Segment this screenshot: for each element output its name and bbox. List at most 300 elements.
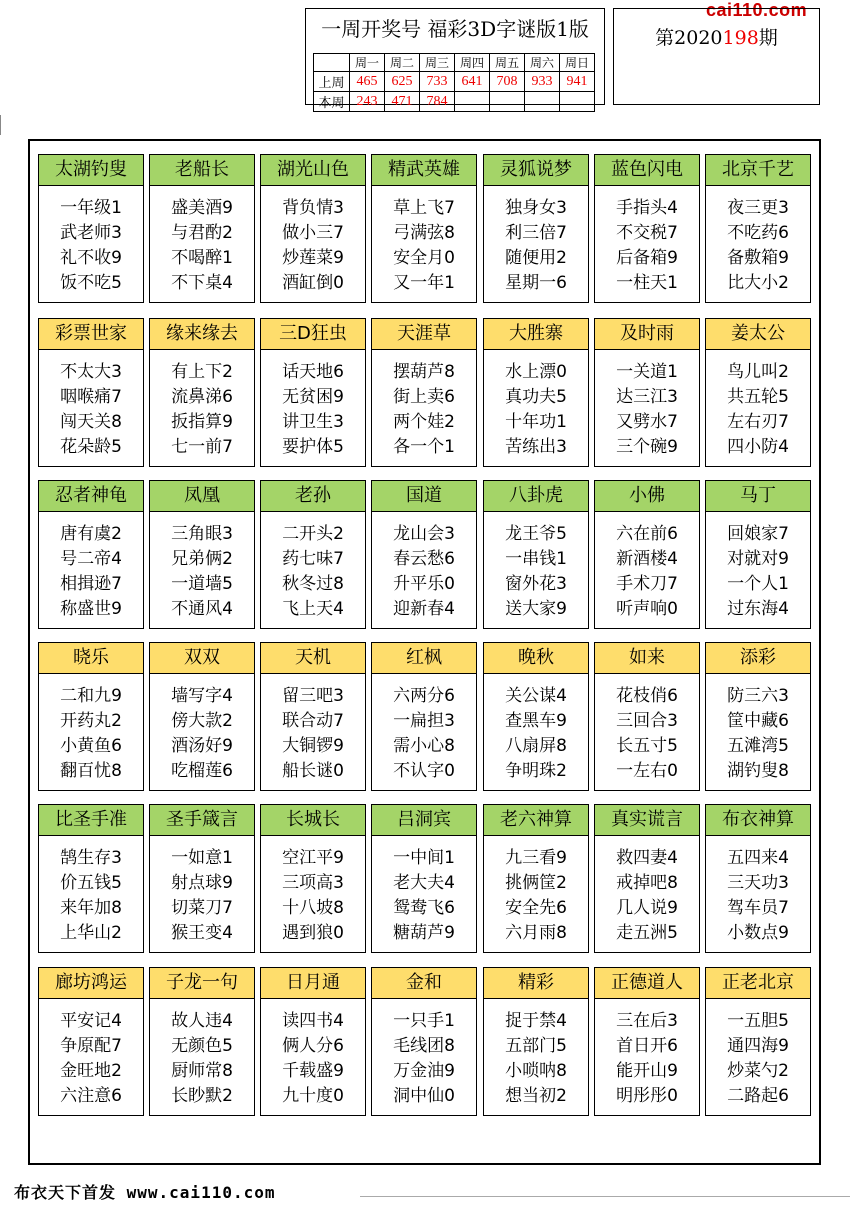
card-lines	[706, 350, 810, 460]
riddle-line: 九三看9	[505, 848, 567, 868]
riddle-card	[705, 642, 811, 791]
card-lines	[595, 999, 699, 1109]
riddle-line: 不通风4	[171, 599, 233, 619]
riddle-line: 故人违4	[171, 1011, 233, 1031]
riddle-line: 升平乐0	[393, 574, 455, 594]
draw-number: 641	[455, 72, 490, 92]
card-lines	[150, 512, 254, 622]
riddle-line: 争原配7	[60, 1036, 122, 1056]
riddle-line: 相揖逊7	[60, 574, 122, 594]
riddle-line: 背负情3	[282, 198, 344, 218]
riddle-line: 翻百忧8	[60, 761, 122, 781]
card-title: 精彩	[484, 968, 588, 999]
riddle-line: 一柱天1	[616, 273, 678, 293]
riddle-card	[594, 318, 700, 467]
riddle-line: 争明珠2	[505, 761, 567, 781]
riddle-line: 一关道1	[616, 362, 678, 382]
riddle-card	[149, 967, 255, 1116]
riddle-line: 九十度0	[282, 1086, 344, 1106]
weekly-draw-table	[313, 53, 595, 112]
card-title: 缘来缘去	[150, 319, 254, 350]
riddle-card	[371, 480, 477, 629]
puzzle-grid	[28, 139, 821, 1165]
card-lines	[261, 350, 365, 460]
riddle-card	[260, 804, 366, 953]
riddle-line: 与君酌2	[171, 223, 233, 243]
card-lines	[39, 186, 143, 296]
card-title: 正老北京	[706, 968, 810, 999]
riddle-line: 酒缸倒0	[282, 273, 344, 293]
riddle-card	[594, 480, 700, 629]
riddle-line: 厨师常8	[171, 1061, 233, 1081]
riddle-line: 流鼻涕6	[171, 387, 233, 407]
riddle-line: 不喝醉1	[171, 248, 233, 268]
riddle-line: 射点球9	[171, 873, 233, 893]
riddle-line: 驾车员7	[727, 898, 789, 918]
riddle-card	[371, 642, 477, 791]
riddle-line: 六注意6	[60, 1086, 122, 1106]
card-title: 老船长	[150, 155, 254, 186]
riddle-card	[594, 967, 700, 1116]
weekly-draw-panel	[305, 8, 605, 110]
riddle-line: 龙山会3	[393, 524, 455, 544]
riddle-line: 迎新春4	[393, 599, 455, 619]
card-title: 忍者神龟	[39, 481, 143, 512]
card-title: 蓝色闪电	[595, 155, 699, 186]
riddle-line: 水上漂0	[505, 362, 567, 382]
riddle-card	[38, 804, 144, 953]
riddle-line: 过东海4	[727, 599, 789, 619]
riddle-line: 首日开6	[616, 1036, 678, 1056]
riddle-line: 左右刃7	[727, 412, 789, 432]
card-lines	[484, 674, 588, 784]
riddle-line: 鹄生存3	[60, 848, 122, 868]
riddle-line: 读四书4	[282, 1011, 344, 1031]
card-lines	[484, 999, 588, 1109]
riddle-card	[483, 967, 589, 1116]
riddle-line: 各一个1	[393, 437, 455, 457]
draw-number	[525, 92, 560, 112]
riddle-line: 五部门5	[505, 1036, 567, 1056]
riddle-line: 三在后3	[616, 1011, 678, 1031]
riddle-line: 猴王变4	[171, 923, 233, 943]
riddle-line: 利三倍7	[505, 223, 567, 243]
riddle-card	[260, 967, 366, 1116]
riddle-card	[705, 480, 811, 629]
riddle-line: 留三吧3	[282, 686, 344, 706]
riddle-line: 遇到狼0	[282, 923, 344, 943]
riddle-line: 礼不收9	[60, 248, 122, 268]
riddle-line: 三回合3	[616, 711, 678, 731]
riddle-line: 来年加8	[60, 898, 122, 918]
card-lines	[150, 999, 254, 1109]
riddle-line: 价五钱5	[60, 873, 122, 893]
draw-number: 933	[525, 72, 560, 92]
riddle-line: 龙王爷5	[505, 524, 567, 544]
riddle-line: 湖钓叟8	[727, 761, 789, 781]
card-lines	[261, 999, 365, 1109]
riddle-line: 三天功3	[727, 873, 789, 893]
riddle-card	[149, 154, 255, 303]
card-title: 老孙	[261, 481, 365, 512]
card-title: 马丁	[706, 481, 810, 512]
riddle-line: 手指头4	[616, 198, 678, 218]
riddle-line: 炒菜勺2	[727, 1061, 789, 1081]
card-lines	[261, 674, 365, 784]
riddle-line: 做小三7	[282, 223, 344, 243]
card-title: 三D狂虫	[261, 319, 365, 350]
riddle-line: 捉于禁4	[505, 1011, 567, 1031]
riddle-line: 话天地6	[282, 362, 344, 382]
card-lines	[484, 350, 588, 460]
riddle-card	[483, 480, 589, 629]
card-lines	[261, 186, 365, 296]
riddle-line: 二和九9	[60, 686, 122, 706]
riddle-line: 独身女3	[505, 198, 567, 218]
card-title: 廊坊鸿运	[39, 968, 143, 999]
card-title: 小佛	[595, 481, 699, 512]
draw-number	[455, 92, 490, 112]
card-title: 天涯草	[372, 319, 476, 350]
riddle-line: 开药丸2	[60, 711, 122, 731]
riddle-line: 通四海9	[727, 1036, 789, 1056]
day-header: 周六	[525, 54, 560, 72]
card-lines	[372, 674, 476, 784]
riddle-card	[149, 480, 255, 629]
side-divider	[0, 115, 4, 135]
draw-number	[560, 92, 595, 112]
riddle-line: 一左右0	[616, 761, 678, 781]
card-lines	[706, 999, 810, 1109]
riddle-card	[705, 967, 811, 1116]
riddle-card	[371, 804, 477, 953]
card-title: 真实谎言	[595, 805, 699, 836]
card-title: 国道	[372, 481, 476, 512]
riddle-line: 不认字0	[393, 761, 455, 781]
issue-number: 第2020198期	[655, 27, 778, 49]
riddle-line: 五四来4	[727, 848, 789, 868]
card-lines	[372, 350, 476, 460]
riddle-line: 傍大款2	[171, 711, 233, 731]
card-title: 日月通	[261, 968, 365, 999]
draw-number: 243	[350, 92, 385, 112]
card-lines	[706, 674, 810, 784]
riddle-line: 春云愁6	[393, 549, 455, 569]
riddle-line: 联合动7	[282, 711, 344, 731]
riddle-card	[371, 967, 477, 1116]
card-lines	[372, 186, 476, 296]
riddle-line: 街上卖6	[393, 387, 455, 407]
riddle-card	[483, 642, 589, 791]
row-label: 本周	[314, 92, 350, 112]
riddle-line: 需小心8	[393, 736, 455, 756]
card-lines	[150, 674, 254, 784]
riddle-card	[483, 318, 589, 467]
card-title: 大胜寨	[484, 319, 588, 350]
riddle-line: 查黑车9	[505, 711, 567, 731]
riddle-line: 盛美酒9	[171, 198, 233, 218]
card-title: 凤凰	[150, 481, 254, 512]
card-lines	[484, 512, 588, 622]
card-lines	[39, 999, 143, 1109]
riddle-line: 又一年1	[393, 273, 455, 293]
draw-number: 471	[385, 92, 420, 112]
riddle-card	[38, 154, 144, 303]
riddle-card	[594, 642, 700, 791]
draw-number: 941	[560, 72, 595, 92]
riddle-line: 回娘家7	[727, 524, 789, 544]
riddle-line: 几人说9	[616, 898, 678, 918]
riddle-line: 平安记4	[60, 1011, 122, 1031]
riddle-line: 吃榴莲6	[171, 761, 233, 781]
riddle-line: 切菜刀7	[171, 898, 233, 918]
riddle-line: 武老师3	[60, 223, 122, 243]
riddle-line: 唐有虞2	[60, 524, 122, 544]
riddle-line: 鸟儿叫2	[727, 362, 789, 382]
draw-number: 733	[420, 72, 455, 92]
riddle-line: 糖葫芦9	[393, 923, 455, 943]
riddle-line: 万金油9	[393, 1061, 455, 1081]
riddle-card	[705, 318, 811, 467]
riddle-line: 扳指算9	[171, 412, 233, 432]
card-lines	[706, 186, 810, 296]
riddle-card	[371, 318, 477, 467]
riddle-line: 安全先6	[505, 898, 567, 918]
riddle-line: 不交税7	[616, 223, 678, 243]
riddle-line: 一五胆5	[727, 1011, 789, 1031]
card-title: 比圣手准	[39, 805, 143, 836]
riddle-line: 小数点9	[727, 923, 789, 943]
riddle-line: 饭不吃5	[60, 273, 122, 293]
riddle-line: 二开头2	[282, 524, 344, 544]
card-lines	[150, 186, 254, 296]
card-lines	[39, 836, 143, 946]
riddle-card	[38, 642, 144, 791]
card-title: 精武英雄	[372, 155, 476, 186]
card-lines	[150, 350, 254, 460]
riddle-line: 听声响0	[616, 599, 678, 619]
riddle-card	[149, 804, 255, 953]
riddle-line: 讲卫生3	[282, 412, 344, 432]
card-title: 圣手箴言	[150, 805, 254, 836]
riddle-line: 炒莲菜9	[282, 248, 344, 268]
card-title: 红枫	[372, 643, 476, 674]
riddle-line: 一中间1	[393, 848, 455, 868]
riddle-line: 六在前6	[616, 524, 678, 544]
riddle-line: 金旺地2	[60, 1061, 122, 1081]
riddle-line: 不下桌4	[171, 273, 233, 293]
riddle-line: 五滩湾5	[727, 736, 789, 756]
riddle-line: 后备箱9	[616, 248, 678, 268]
riddle-line: 兄弟俩2	[171, 549, 233, 569]
card-title: 双双	[150, 643, 254, 674]
riddle-line: 达三江3	[616, 387, 678, 407]
riddle-line: 一只手1	[393, 1011, 455, 1031]
card-title: 金和	[372, 968, 476, 999]
riddle-line: 一串钱1	[505, 549, 567, 569]
riddle-line: 防三六3	[727, 686, 789, 706]
riddle-line: 苦练出3	[505, 437, 567, 457]
card-lines	[595, 350, 699, 460]
riddle-line: 空江平9	[282, 848, 344, 868]
riddle-line: 毛线团8	[393, 1036, 455, 1056]
riddle-line: 一扁担3	[393, 711, 455, 731]
card-title: 太湖钓叟	[39, 155, 143, 186]
riddle-line: 花枝俏6	[616, 686, 678, 706]
riddle-line: 手术刀7	[616, 574, 678, 594]
card-lines	[39, 350, 143, 460]
riddle-line: 安全月0	[393, 248, 455, 268]
riddle-line: 新酒楼4	[616, 549, 678, 569]
riddle-card	[483, 804, 589, 953]
riddle-line: 备敷箱9	[727, 248, 789, 268]
card-title: 长城长	[261, 805, 365, 836]
riddle-line: 一如意1	[171, 848, 233, 868]
riddle-line: 十年功1	[505, 412, 567, 432]
card-title: 八卦虎	[484, 481, 588, 512]
card-lines	[706, 836, 810, 946]
riddle-line: 四小防4	[727, 437, 789, 457]
riddle-line: 船长谜0	[282, 761, 344, 781]
riddle-line: 小唢呐8	[505, 1061, 567, 1081]
riddle-line: 三角眼3	[171, 524, 233, 544]
day-header: 周五	[490, 54, 525, 72]
card-lines	[39, 512, 143, 622]
riddle-card	[705, 154, 811, 303]
panel-title: 一周开奖号 福彩3D字谜版1版	[321, 17, 589, 41]
riddle-line: 窗外花3	[505, 574, 567, 594]
riddle-line: 星期一6	[505, 273, 567, 293]
card-lines	[595, 836, 699, 946]
riddle-line: 挑俩筐2	[505, 873, 567, 893]
footer-divider	[360, 1196, 850, 1197]
card-title: 姜太公	[706, 319, 810, 350]
riddle-line: 真功夫5	[505, 387, 567, 407]
card-title: 如来	[595, 643, 699, 674]
card-lines	[372, 512, 476, 622]
card-lines	[484, 186, 588, 296]
riddle-line: 能开山9	[616, 1061, 678, 1081]
site-watermark: cai110.com	[706, 0, 808, 20]
riddle-line: 秋冬过8	[282, 574, 344, 594]
draw-number	[490, 92, 525, 112]
riddle-line: 千载盛9	[282, 1061, 344, 1081]
riddle-line: 送大家9	[505, 599, 567, 619]
riddle-line: 弓满弦8	[393, 223, 455, 243]
riddle-line: 长眇默2	[171, 1086, 233, 1106]
riddle-card	[260, 154, 366, 303]
card-lines	[372, 999, 476, 1109]
riddle-card	[371, 154, 477, 303]
card-title: 彩票世家	[39, 319, 143, 350]
riddle-line: 六两分6	[393, 686, 455, 706]
riddle-card	[260, 642, 366, 791]
card-lines	[261, 836, 365, 946]
riddle-line: 老大夫4	[393, 873, 455, 893]
card-lines	[261, 512, 365, 622]
draw-number: 465	[350, 72, 385, 92]
riddle-line: 要护体5	[282, 437, 344, 457]
card-title: 布衣神算	[706, 805, 810, 836]
card-title: 灵狐说梦	[484, 155, 588, 186]
riddle-line: 救四妻4	[616, 848, 678, 868]
card-title: 老六神算	[484, 805, 588, 836]
riddle-line: 摆葫芦8	[393, 362, 455, 382]
card-title: 晓乐	[39, 643, 143, 674]
card-lines	[372, 836, 476, 946]
riddle-card	[38, 318, 144, 467]
riddle-line: 夜三更3	[727, 198, 789, 218]
card-title: 天机	[261, 643, 365, 674]
riddle-line: 无颜色5	[171, 1036, 233, 1056]
footer-credit: 布衣天下首发 www.cai110.com	[14, 1183, 276, 1202]
issue-panel	[613, 8, 820, 105]
riddle-line: 鸳鸯飞6	[393, 898, 455, 918]
riddle-line: 花朵龄5	[60, 437, 122, 457]
card-lines	[595, 186, 699, 296]
riddle-line: 明彤彤0	[616, 1086, 678, 1106]
draw-number: 625	[385, 72, 420, 92]
riddle-line: 不太大3	[60, 362, 122, 382]
riddle-line: 两个娃2	[393, 412, 455, 432]
riddle-card	[260, 480, 366, 629]
card-title: 北京千艺	[706, 155, 810, 186]
riddle-line: 筐中藏6	[727, 711, 789, 731]
riddle-line: 三个碗9	[616, 437, 678, 457]
riddle-line: 随便用2	[505, 248, 567, 268]
riddle-line: 大铜锣9	[282, 736, 344, 756]
riddle-line: 墙写字4	[171, 686, 233, 706]
card-lines	[595, 512, 699, 622]
riddle-line: 三项高3	[282, 873, 344, 893]
row-label: 上周	[314, 72, 350, 92]
card-title: 吕洞宾	[372, 805, 476, 836]
day-header: 周三	[420, 54, 455, 72]
draw-number: 708	[490, 72, 525, 92]
riddle-line: 共五轮5	[727, 387, 789, 407]
card-title: 晚秋	[484, 643, 588, 674]
riddle-card	[594, 804, 700, 953]
riddle-line: 关公谋4	[505, 686, 567, 706]
riddle-line: 小黄鱼6	[60, 736, 122, 756]
riddle-card	[594, 154, 700, 303]
riddle-line: 比大小2	[727, 273, 789, 293]
card-lines	[706, 512, 810, 622]
riddle-line: 一道墙5	[171, 574, 233, 594]
card-title: 子龙一句	[150, 968, 254, 999]
riddle-line: 俩人分6	[282, 1036, 344, 1056]
riddle-line: 七一前7	[171, 437, 233, 457]
card-lines	[595, 674, 699, 784]
day-header: 周一	[350, 54, 385, 72]
riddle-line: 一年级1	[60, 198, 122, 218]
riddle-line: 长五寸5	[616, 736, 678, 756]
riddle-card	[38, 967, 144, 1116]
riddle-line: 戒掉吧8	[616, 873, 678, 893]
card-lines	[39, 674, 143, 784]
riddle-card	[38, 480, 144, 629]
riddle-line: 有上下2	[171, 362, 233, 382]
riddle-card	[149, 318, 255, 467]
riddle-card	[260, 318, 366, 467]
riddle-card	[705, 804, 811, 953]
riddle-line: 一个人1	[727, 574, 789, 594]
riddle-line: 无贫困9	[282, 387, 344, 407]
riddle-line: 闯天关8	[60, 412, 122, 432]
riddle-card	[483, 154, 589, 303]
card-lines	[484, 836, 588, 946]
day-header: 周四	[455, 54, 490, 72]
